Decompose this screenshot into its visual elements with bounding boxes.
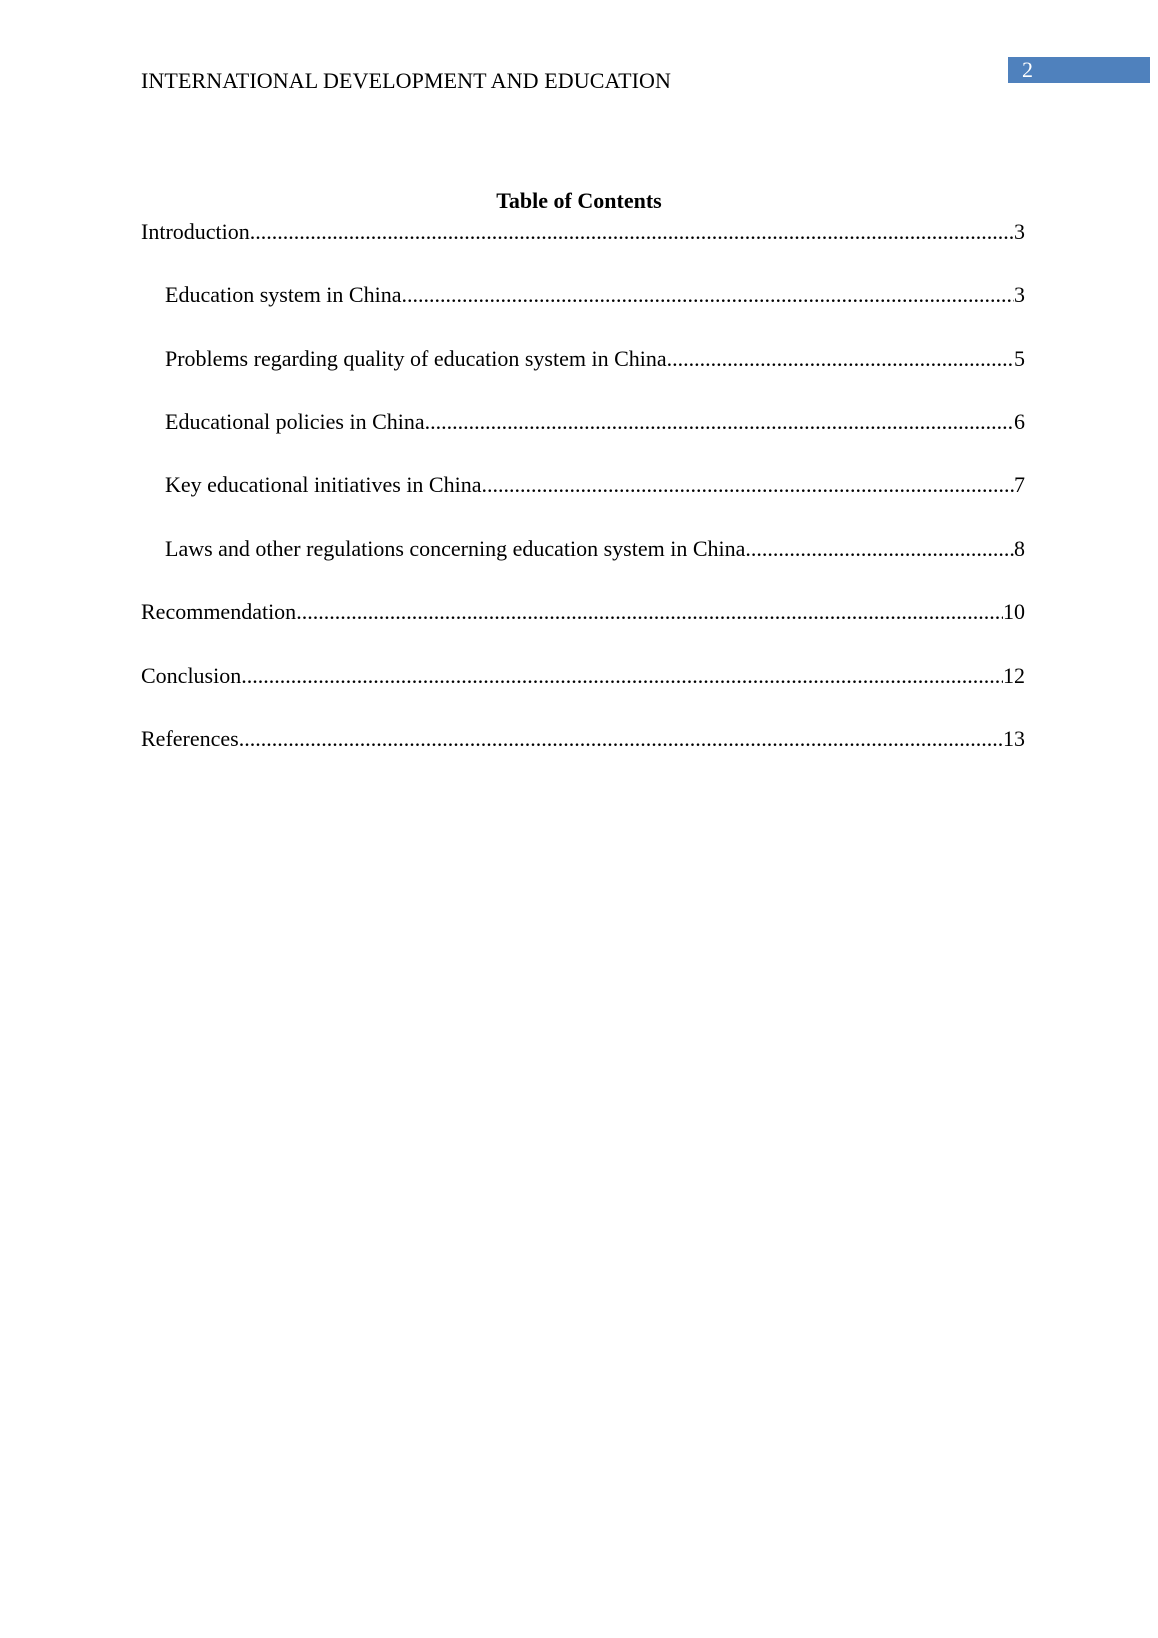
toc-entry-recommendation[interactable] bbox=[141, 598, 1025, 626]
toc-page-number: 6 bbox=[1014, 409, 1025, 434]
toc-entry-text: References bbox=[141, 726, 239, 751]
toc-entry-education-system[interactable] bbox=[165, 281, 1025, 309]
toc-page-number: 8 bbox=[1014, 536, 1025, 561]
toc-entry-introduction[interactable] bbox=[141, 218, 1025, 246]
toc-entry-references[interactable] bbox=[141, 725, 1025, 753]
toc-dot-leader bbox=[250, 218, 1014, 246]
running-head: INTERNATIONAL DEVELOPMENT AND EDUCATION bbox=[141, 68, 672, 93]
toc-dot-leader bbox=[401, 281, 1014, 309]
toc-entry-text: Education system in China bbox=[165, 282, 402, 307]
toc-entry-key-initiatives[interactable] bbox=[165, 471, 1025, 499]
toc-page-number: 10 bbox=[1003, 599, 1025, 624]
toc-dot-leader bbox=[239, 725, 1003, 753]
toc-entry-laws-regulations[interactable] bbox=[165, 535, 1025, 563]
toc-title: Table of Contents bbox=[496, 188, 662, 213]
page-number: 2 bbox=[1022, 57, 1033, 82]
toc-page-number: 5 bbox=[1014, 346, 1025, 371]
toc-entry-text: Key educational initiatives in China bbox=[165, 472, 482, 497]
toc-dot-leader bbox=[481, 471, 1014, 499]
toc-dot-leader bbox=[241, 662, 1003, 690]
toc-page-number: 7 bbox=[1014, 472, 1025, 497]
toc-entry-problems-quality[interactable] bbox=[165, 345, 1025, 373]
toc-page-number: 13 bbox=[1003, 726, 1025, 751]
toc-entry-text: Laws and other regulations concerning education system in China bbox=[165, 536, 746, 561]
toc-dot-leader bbox=[667, 345, 1014, 373]
toc-dot-leader bbox=[745, 535, 1014, 563]
toc-page-number: 3 bbox=[1014, 282, 1025, 307]
toc-entry-text: Recommendation bbox=[141, 599, 297, 624]
toc-dot-leader bbox=[425, 408, 1014, 436]
toc-entry-educational-policies[interactable] bbox=[165, 408, 1025, 436]
toc-entry-text: Introduction bbox=[141, 219, 250, 244]
toc-entry-conclusion[interactable] bbox=[141, 662, 1025, 690]
toc-entry-text: Educational policies in China bbox=[165, 409, 425, 434]
page-number-badge bbox=[1008, 57, 1150, 83]
toc-entry-text: Conclusion bbox=[141, 663, 242, 688]
toc-page-number: 3 bbox=[1014, 219, 1025, 244]
toc-entry-text: Problems regarding quality of education system in China bbox=[165, 346, 667, 371]
toc-dot-leader bbox=[296, 598, 1003, 626]
toc-page-number: 12 bbox=[1003, 663, 1025, 688]
